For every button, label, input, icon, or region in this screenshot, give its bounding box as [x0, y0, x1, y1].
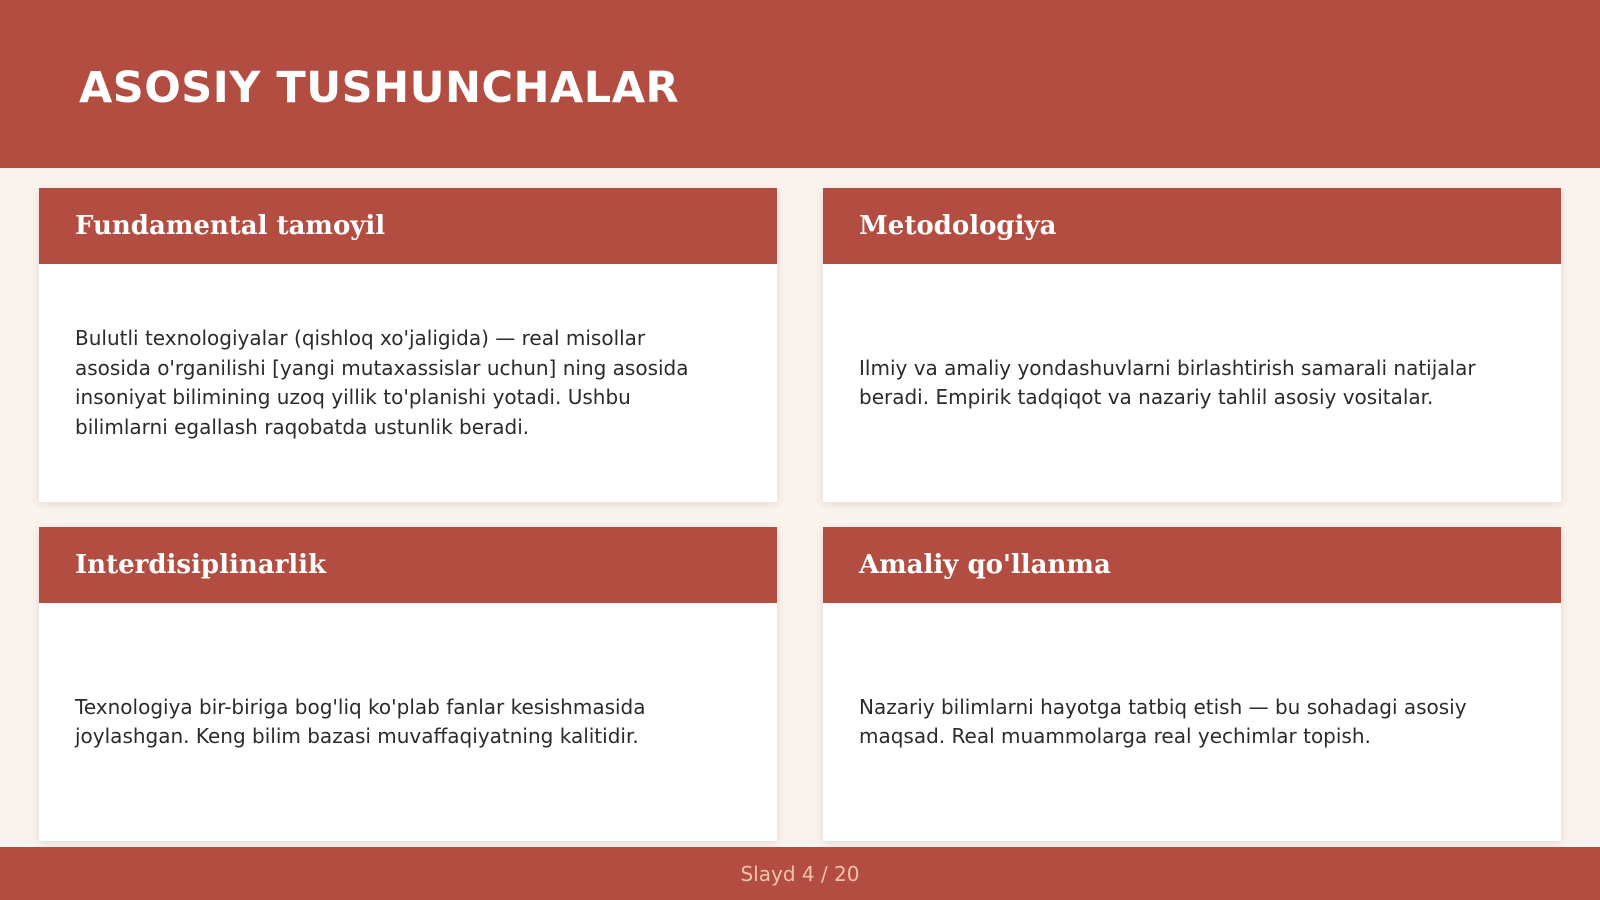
- card-header: [39, 188, 777, 264]
- card-body: [39, 603, 777, 841]
- card-amaliy-qollanma: [823, 527, 1561, 841]
- card-text: Bulutli texnologiyalar (qishloq xo'jaligida) — real misollar asosida o'rganilishi [yangi mutaxassislar uchun] ning asosida insoniyat bilimining uzoq yillik to'planishi yotadi. Ushbu bilimlarni egallash raqobatda ustunlik beradi.: [75, 326, 689, 439]
- card-header: [823, 188, 1561, 264]
- slide-counter: Slayd 4 / 20: [740, 861, 860, 886]
- card-text: Texnologiya bir-biriga bog'liq ko'plab fanlar kesishmasida joylashgan. Keng bilim bazasi muvaffaqiyatning kalitidir.: [75, 694, 646, 748]
- card-text: Nazariy bilimlarni hayotga tatbiq etish — bu sohadagi asosiy maqsad. Real muammolarga real yechimlar topish.: [859, 694, 1467, 748]
- card-metodologiya: [823, 188, 1561, 502]
- card-header: [823, 527, 1561, 603]
- card-text: Ilmiy va amaliy yondashuvlarni birlashtirish samarali natijalar beradi. Empirik tadqiqot va nazariy tahlil asosiy vositalar.: [859, 355, 1476, 409]
- page-title: ASOSIY TUSHUNCHALAR: [79, 63, 680, 113]
- card-interdisiplinarlik: [39, 527, 777, 841]
- card-fundamental-tamoyil: [39, 188, 777, 502]
- card-body: [823, 603, 1561, 841]
- card-title: Interdisiplinarlik: [75, 550, 327, 580]
- card-title: Metodologiya: [859, 211, 1057, 241]
- card-body: [823, 264, 1561, 502]
- card-title: Amaliy qo'llanma: [859, 550, 1111, 580]
- card-header: [39, 527, 777, 603]
- footer-bar: [0, 847, 1600, 900]
- card-body: [39, 264, 777, 502]
- header-bar: [0, 0, 1600, 168]
- card-title: Fundamental tamoyil: [75, 211, 386, 241]
